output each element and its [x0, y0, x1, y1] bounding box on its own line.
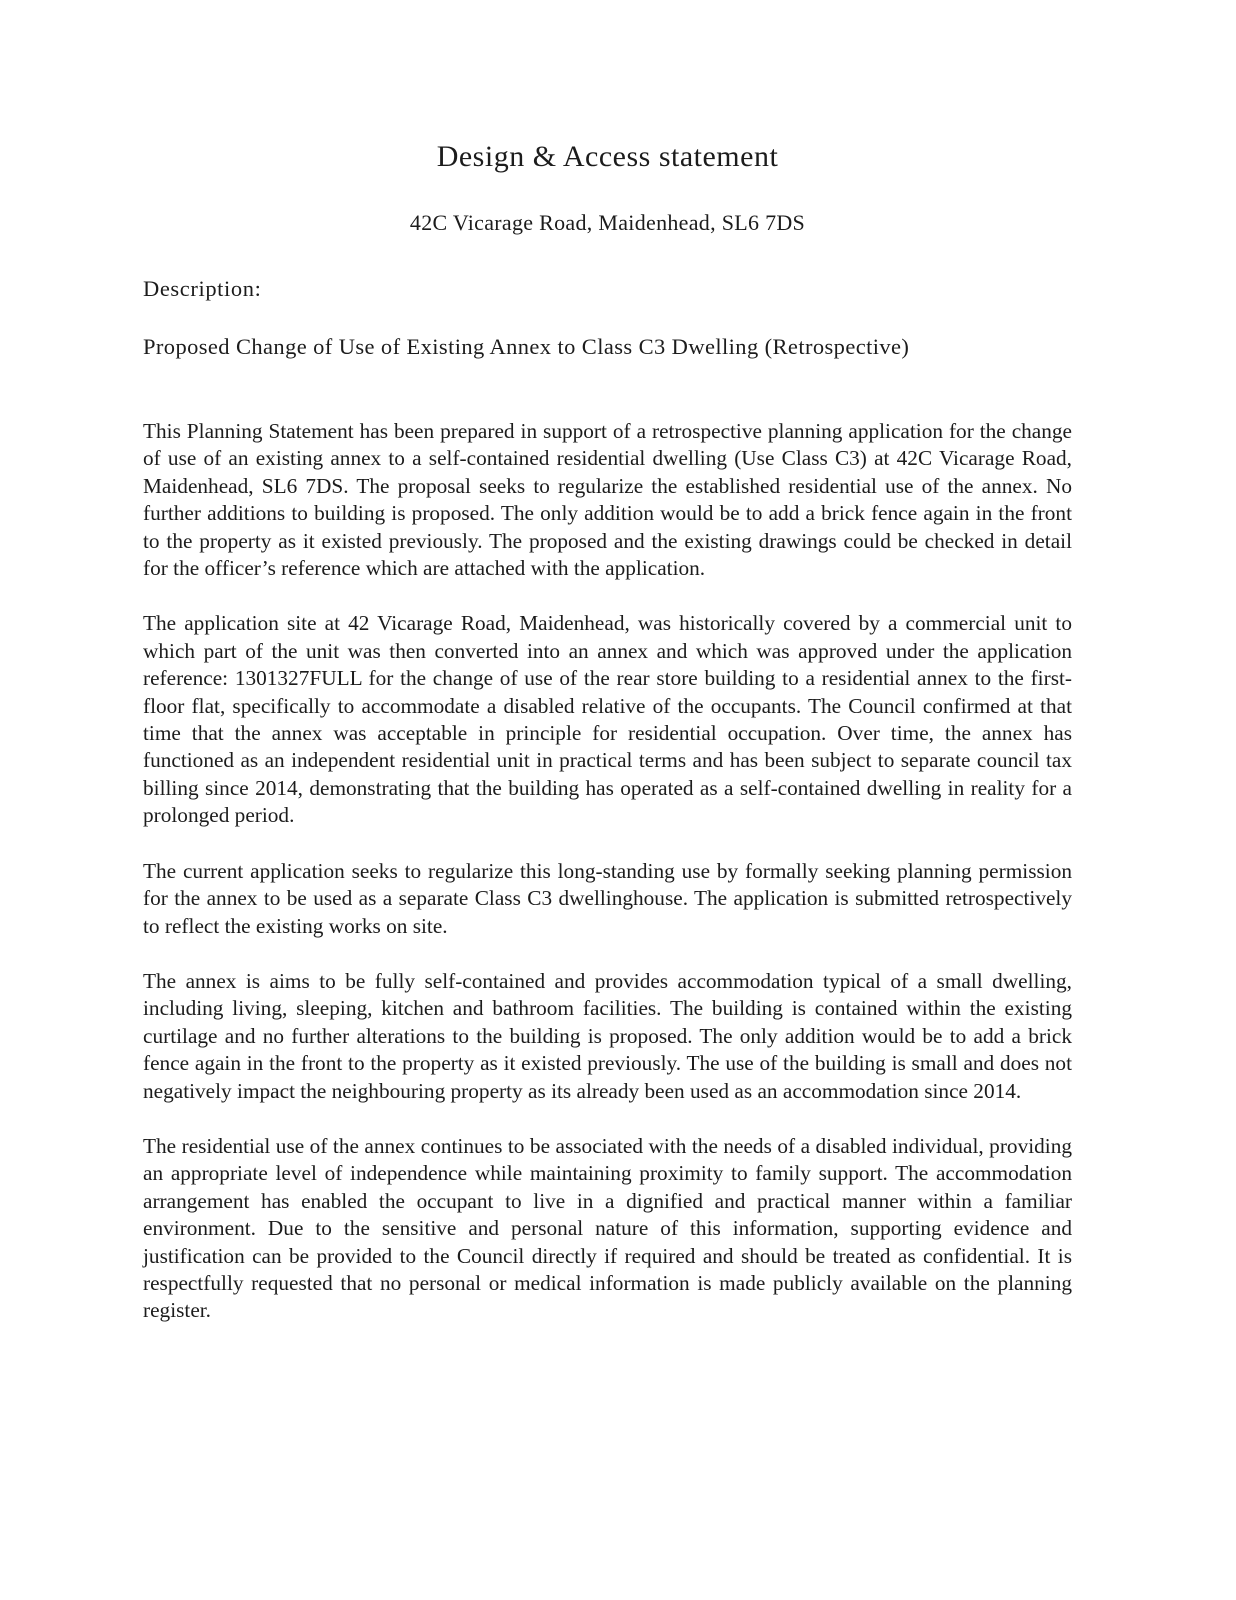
- description-label: Description:: [143, 276, 262, 301]
- description-text: Proposed Change of Use of Existing Annex to Class C3 Dwelling (Retrospective): [143, 334, 910, 359]
- paragraph-application-site: The application site at 42 Vicarage Road, Maidenhead, was historically covered by a commercial unit to which part of the unit was then converted into an annex and which was approved under the application reference: 1301327FULL for the change of use of the rear store building to a residential annex to the first-floor flat, specifically to accommodate a disabled relative of the occupants. The Council confirmed at that time that the annex was acceptable in principle for residential occupation. Over time, the annex has functioned as an independent residential unit in practical terms and has been subject to separate council tax billing since 2014, demonstrating that the building has operated as a self-contained dwelling in reality for a prolonged period.: [143, 611, 1072, 828]
- paragraph-current-application: The current application seeks to regularize this long-standing use by formally seeking planning permission for the annex to be used as a separate Class C3 dwellinghouse. The application is submitted retrospectively to reflect the existing works on site.: [143, 858, 1072, 938]
- document-title: Design & Access statement: [436, 140, 779, 173]
- paragraph-residential-use: The residential use of the annex continues to be associated with the needs of a disabled individual, providing an appropriate level of independence while maintaining proximity to family support. The accommodation arrangement has enabled the occupant to live in a dignified and practical manner within a familiar environment. Due to the sensitive and personal nature of this information, supporting evidence and justification can be provided to the Council directly if required and should be treated as confidential. It is respectfully requested that no personal or medical information is made publicly available on the planning register.: [143, 1133, 1072, 1323]
- document-body: [143, 418, 1072, 1325]
- document-content: [143, 138, 1072, 1325]
- paragraph-annex-accommodation: The annex is aims to be fully self-contained and provides accommodation typical of a small dwelling, including living, sleeping, kitchen and bathroom facilities. The building is contained within the existing curtilage and no further alterations to the building is proposed. The only addition would be to add a brick fence again in the front to the property as it existed previously. The use of the building is small and does not negatively impact the neighbouring property as its already been used as an accommodation since 2014.: [143, 968, 1072, 1103]
- document-subtitle: 42C Vicarage Road, Maidenhead, SL6 7DS: [409, 210, 806, 235]
- paragraph-planning-statement: This Planning Statement has been prepared in support of a retrospective planning application for the change of use of an existing annex to a self-contained residential dwelling (Use Class C3) at 42C Vicarage Road, Maidenhead, SL6 7DS. The proposal seeks to regularize the established residential use of the annex. No further additions to building is proposed. The only addition would be to add a brick fence again in the front to the property as it existed previously. The proposed and the existing drawings could be checked in detail for the officer’s reference which are attached with the application.: [143, 419, 1072, 581]
